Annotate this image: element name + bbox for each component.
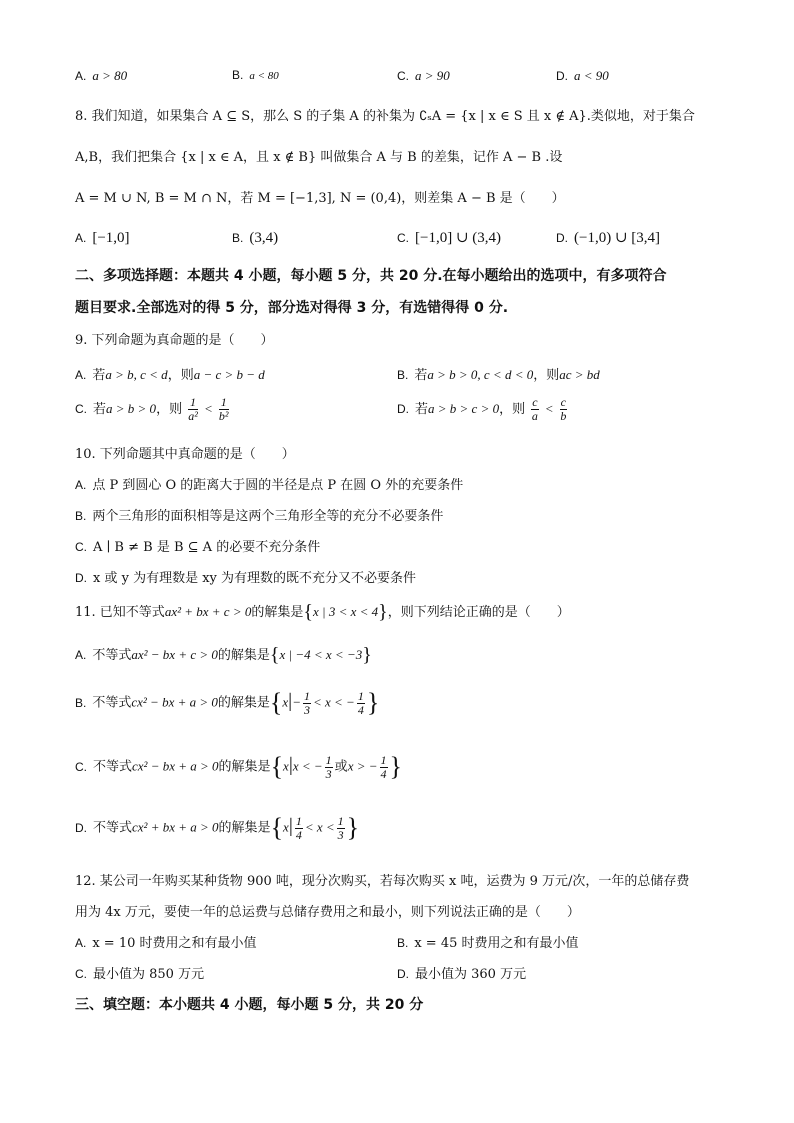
q8-stem-line2: A,B，我们把集合 {x | x ∈ A，且 x ∉ B} 叫做集合 A 与 B 的差集，记作 A − B .设 <box>75 150 563 165</box>
q8-option-b: B. (3,4) <box>232 230 279 246</box>
q10-stem: 10. 下列命题其中真命题的是（ ） <box>75 447 295 462</box>
q9-option-a: A. 若a > b, c < d，则a − c > b − d <box>75 367 265 383</box>
q10-option-a: A. 点 P 到圆心 O 的距离大于圆的半径是点 P 在圆 O 外的充要条件 <box>75 478 464 493</box>
q9-option-d: D. 若a > b > c > 0，则 $\frac{c}{a}$ < $\frac{c}{b}$ <box>397 395 567 423</box>
section3-heading: 三、填空题：本小题共 4 小题，每小题 5 分，共 20 分 <box>75 997 424 1013</box>
q12-option-d: D. 最小值为 360 万元 <box>397 967 527 982</box>
q12-stem-line1: 12. 某公司一年购买某种货物 900 吨，现分次购买，若每次购买 x 吨，运费为 9 万元/次，一年的总储存费 <box>75 874 690 889</box>
q9d-fraction-1: $\frac{c}{a}$ <box>531 395 538 423</box>
q8-stem-line3: A = M ∪ N, B = M ∩ N，若 M = [−1,3], N = (0,4)，则差集 A − B 是（ ） <box>75 191 565 206</box>
q8-option-c: C. [−1,0] ∪ (3,4) <box>397 230 502 246</box>
q11-option-a: A. 不等式ax² − bx + c > 0的解集是{x | −4 < x < −3} <box>75 644 372 666</box>
q8-stem-line1: 8. 我们知道，如果集合 A ⊆ S，那么 S 的子集 A 的补集为 ∁ₛA = {x | x ∈ S 且 x ∉ A}.类似地，对于集合 <box>75 109 695 124</box>
q11c-fraction-2: $\frac{1}{4}$ <box>380 752 387 781</box>
q9c-fraction-2: $\frac{1}{\text{b²}}$ <box>218 395 229 423</box>
q12-option-a: A. x = 10 时费用之和有最小值 <box>75 936 257 951</box>
q12-stem-line2: 用为 4x 万元，要使一年的总运费与总储存费用之和最小，则下列说法正确的是（ ） <box>75 905 580 920</box>
q11d-fraction-2: $\frac{1}{3}$ <box>337 813 344 842</box>
q9-option-b: B. 若a > b > 0, c < d < 0，则ac > bd <box>397 367 600 383</box>
q11c-fraction-1: $\frac{1}{3}$ <box>325 752 332 781</box>
q10-option-b: B. 两个三角形的面积相等是这两个三角形全等的充分不必要条件 <box>75 509 444 524</box>
q12-option-b: B. x = 45 时费用之和有最小值 <box>397 936 579 951</box>
q7-option-c: C. a > 90 <box>397 68 450 83</box>
q9-option-c: C. 若a > b > 0，则 $\frac{1}{\text{a²}}$ < $\frac{1}{\text{b²}}$ <box>75 395 229 423</box>
q10-option-c: C. A ∣ B ≠ B 是 B ⊆ A 的必要不充分条件 <box>75 540 321 555</box>
q9c-fraction-1: $\frac{1}{\text{a²}}$ <box>188 395 198 423</box>
q11b-fraction-1: $\frac{1}{3}$ <box>303 688 310 717</box>
q11b-fraction-2: $\frac{1}{4}$ <box>357 688 364 717</box>
q11-option-d: D. 不等式cx² + bx + a > 0的解集是{x| $\frac{1}{4}$ < x < $\frac{1}{3}$ } <box>75 813 360 842</box>
q7-option-d: D. a < 90 <box>556 68 609 83</box>
q7-option-a: A. a > 80 <box>75 68 128 83</box>
q12-option-c: C. 最小值为 850 万元 <box>75 967 205 982</box>
q11-option-c: C. 不等式cx² − bx + a > 0的解集是{x|x < − $\frac{1}{3}$ 或x > − $\frac{1}{4}$ } <box>75 752 402 781</box>
q8-option-d: D. (−1,0) ∪ [3,4] <box>556 230 661 246</box>
q9d-fraction-2: $\frac{c}{b}$ <box>560 395 567 423</box>
q11-stem: 11. 已知不等式ax² + bx + c > 0的解集是{x | 3 < x < 4}，则下列结论正确的是（ ） <box>75 601 570 623</box>
q7-option-b: B. a < 80 <box>232 68 279 82</box>
q8-option-a: A. [−1,0] <box>75 230 130 246</box>
q9-stem: 9. 下列命题为真命题的是（ ） <box>75 333 274 348</box>
q10-option-d: D. x 或 y 为有理数是 xy 为有理数的既不充分又不必要条件 <box>75 571 417 586</box>
section2-heading-line1: 二、多项选择题：本题共 4 小题，每小题 5 分，共 20 分.在每小题给出的选项中，有多项符合 <box>75 268 667 284</box>
section2-heading-line2: 题目要求.全部选对的得 5 分，部分选对得得 3 分，有选错得得 0 分. <box>75 300 509 316</box>
q11-option-b: B. 不等式cx² − bx + a > 0的解集是{x|− $\frac{1}{3}$ < x < − $\frac{1}{4}$ } <box>75 688 380 717</box>
q11d-fraction-1: $\frac{1}{4}$ <box>295 813 302 842</box>
